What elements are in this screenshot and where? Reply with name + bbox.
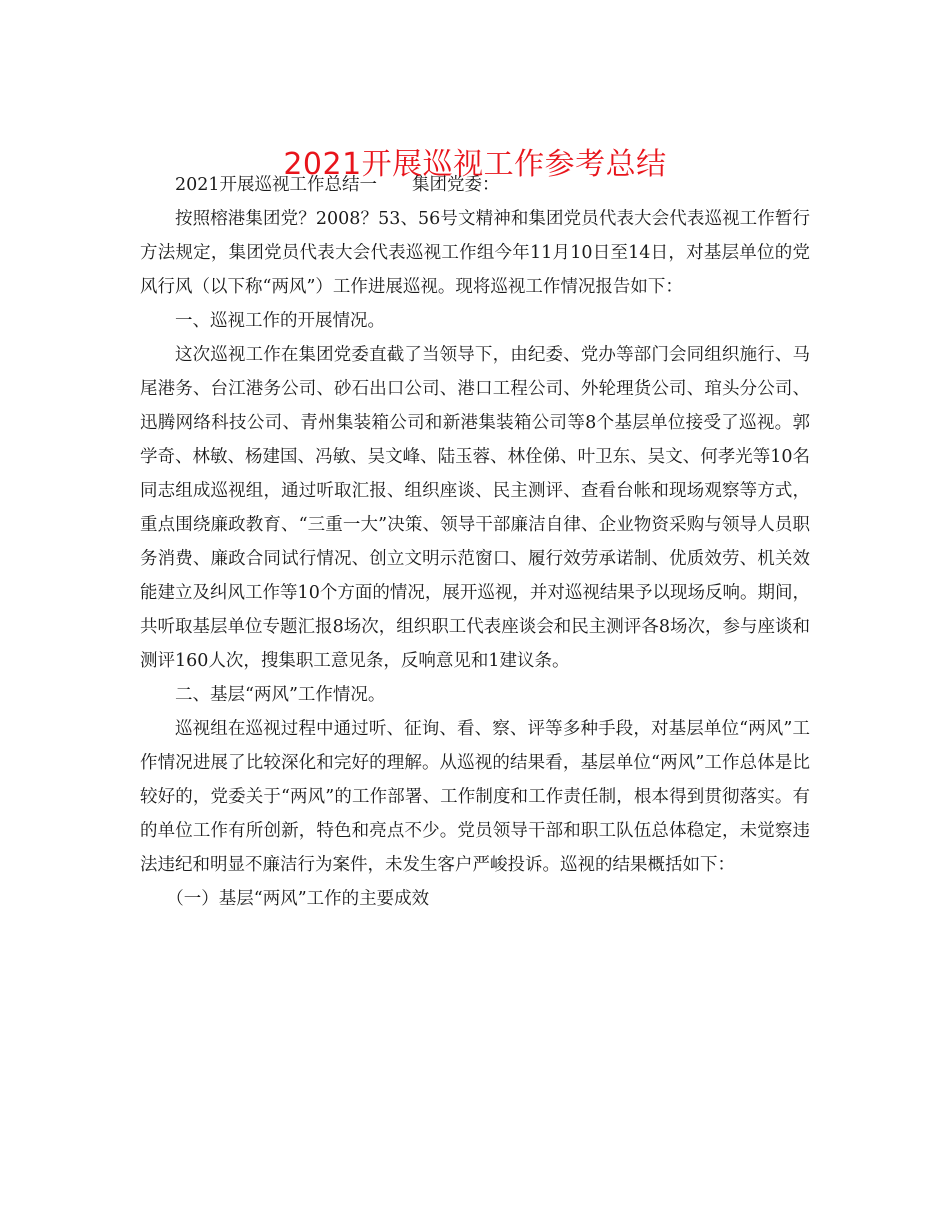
section-1-paragraph: 这次巡视工作在集团党委直截了当领导下，由纪委、党办等部门会同组织施行、马尾港务、台江港务公司、砂石出口公司、港口工程公司、外轮理货公司、琯头分公司、迅腾网络科技公司、青州集装箱公司和新港集装箱公司等8个基层单位接受了巡视。郭学奇、林敏、杨建国、冯敏、吴文峰、陆玉蓉、林佺俤、叶卫东、吴文、何孝光等10名同志组成巡视组，通过听取汇报、组织座谈、民主测评、查看台帐和现场观察等方式，重点围绕廉政教育、“三重一大”决策、领导干部廉洁自律、企业物资采购与领导人员职务消费、廉政合同试行情况、创立文明示范窗口、履行效劳承诺制、优质效劳、机关效能建立及纠风工作等10个方面的情况，展开巡视，并对巡视结果予以现场反响。期间，共听取基层单位专题汇报8场次，组织职工代表座谈会和民主测评各8场次，参与座谈和测评160人次，搜集职工意见条，反响意见和1建议条。 bbox=[140, 345, 810, 671]
document-title: 2021开展巡视工作参考总结 bbox=[283, 147, 667, 183]
section-2-paragraph: 巡视组在巡视过程中通过听、征询、看、察、评等多种手段，对基层单位“两风”工作情况进展了比较深化和完好的理解。从巡视的结果看，基层单位“两风”工作总体是比较好的，党委关于“两风”的工作部署、工作制度和工作责任制，根本得到贯彻落实。有的单位工作有所创新，特色和亮点不少。党员领导干部和职工队伍总体稳定，未觉察违法违纪和明显不廉洁行为案件，未发生客户严峻投诉。巡视的结果概括如下： bbox=[140, 719, 810, 875]
salutation-paragraph: 2021开展巡视工作总结一 集团党委： bbox=[175, 175, 500, 195]
document-body bbox=[140, 168, 810, 916]
section-heading-1: 一、巡视工作的开展情况。 bbox=[175, 311, 385, 331]
intro-paragraph: 按照榕港集团党？2008？53、56号文精神和集团党员代表大会代表巡视工作暂行方法规定，集团党员代表大会代表巡视工作组今年11月10日至14日，对基层单位的党风行风（以下称“两风”）工作进展巡视。现将巡视工作情况报告如下： bbox=[140, 209, 810, 297]
subsection-heading-1: （一）基层“两风”工作的主要成效 bbox=[166, 889, 430, 909]
section-heading-2: 二、基层“两风”工作情况。 bbox=[175, 685, 386, 705]
